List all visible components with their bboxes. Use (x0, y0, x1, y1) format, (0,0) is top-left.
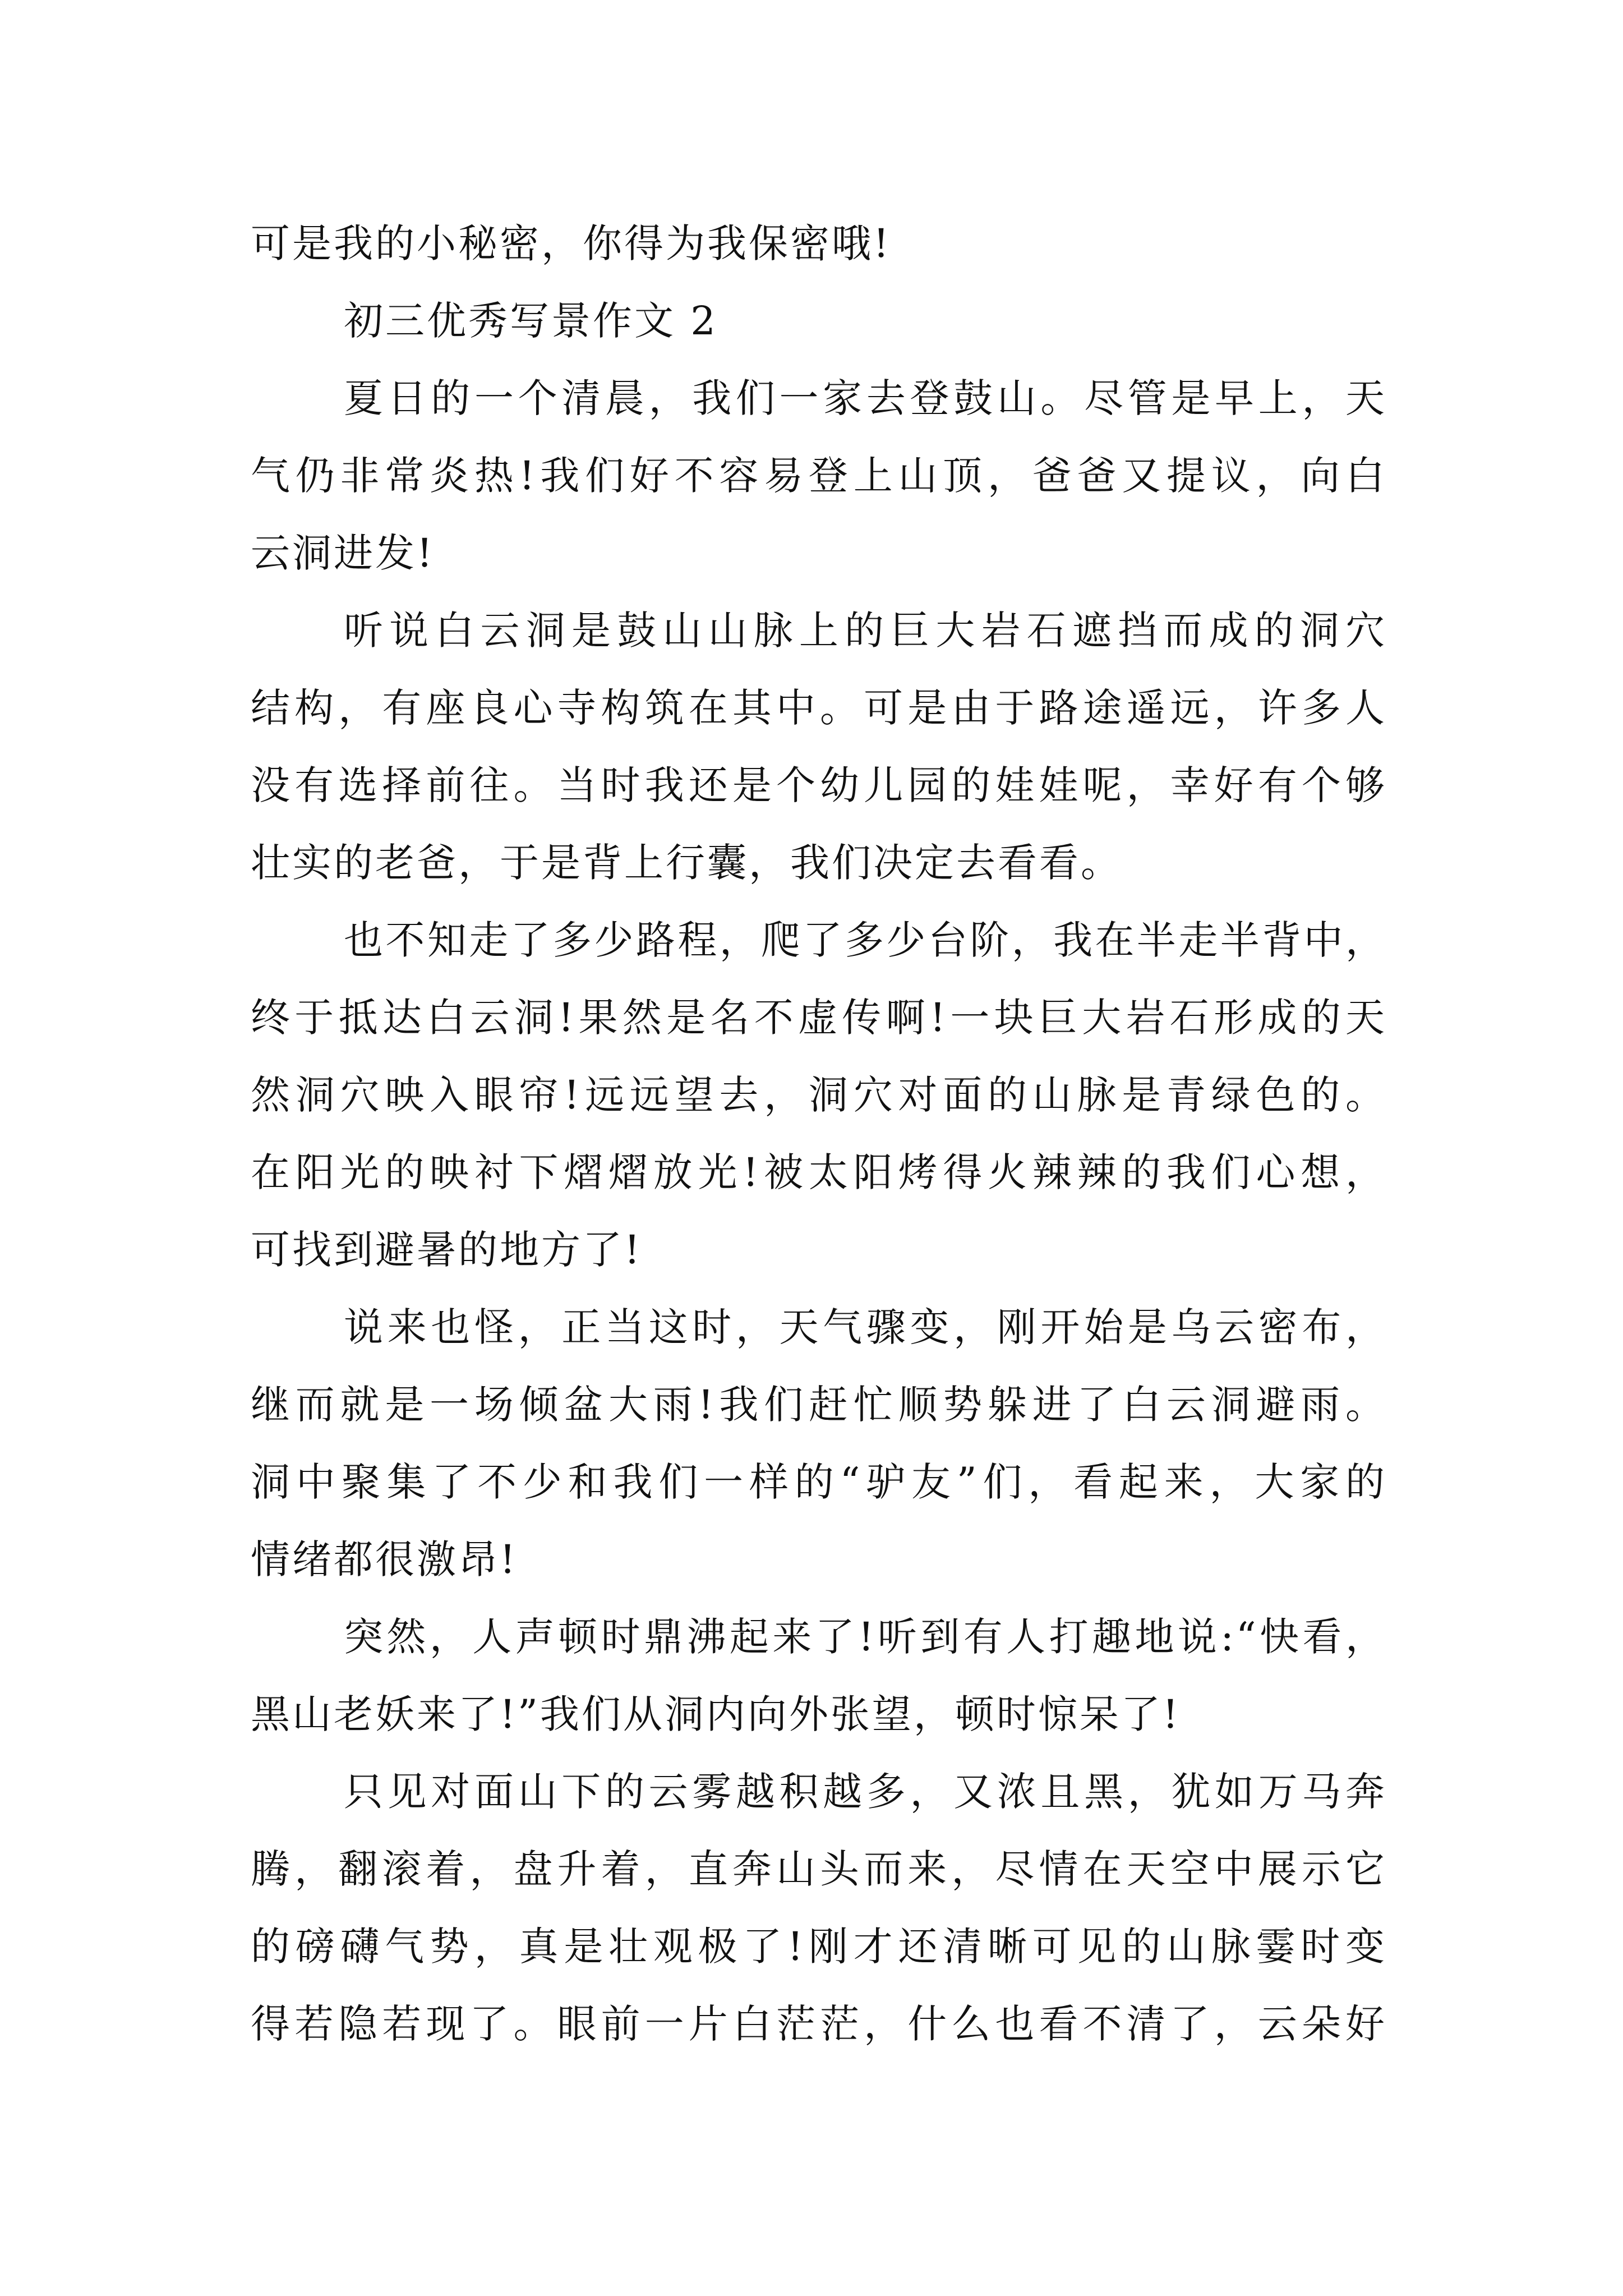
essay-title (251, 282, 1387, 360)
document-page (251, 205, 1387, 2063)
text-line: 情绪都很激昂! (251, 1536, 518, 1582)
paragraph (251, 592, 1387, 901)
paragraph (251, 1289, 1387, 1598)
text-line: 突然，人声顿时鼎沸起来了!听到有人打趣地说:“快看， (344, 1614, 1387, 1660)
text-line: 终于抵达白云洞!果然是名不虚传啊!一块巨大岩石形成的天 (251, 995, 1387, 1041)
text-line: 可找到避暑的地方了! (251, 1227, 643, 1273)
text-line: 在阳光的映衬下熠熠放光!被太阳烤得火辣辣的我们心想， (251, 1149, 1387, 1195)
text-line: 只见对面山下的云雾越积越多，又浓且黑，犹如万马奔 (344, 1769, 1387, 1815)
text-line: 听说白云洞是鼓山山脉上的巨大岩石遮挡而成的洞穴 (344, 608, 1387, 654)
text-line: 的磅礴气势，真是壮观极了!刚才还清晰可见的山脉霎时变 (251, 1924, 1387, 1970)
text-line: 洞中聚集了不少和我们一样的“驴友”们，看起来，大家的 (251, 1459, 1387, 1505)
paragraph (251, 901, 1387, 1289)
text-line: 腾，翻滚着，盘升着，直奔山头而来，尽情在天空中展示它 (251, 1846, 1387, 1892)
text-line: 继而就是一场倾盆大雨!我们赶忙顺势躲进了白云洞避雨。 (251, 1382, 1387, 1428)
essay-title-text: 初三优秀写景作文 2 (344, 298, 718, 344)
text-line: 然洞穴映入眼帘!远远望去，洞穴对面的山脉是青绿色的。 (251, 1072, 1387, 1118)
text-line: 说来也怪，正当这时，天气骤变，刚开始是乌云密布， (344, 1304, 1387, 1350)
paragraph (251, 360, 1387, 592)
text-line: 黑山老妖来了!”我们从洞内向外张望，顿时惊呆了! (251, 1691, 1181, 1737)
text-line: 夏日的一个清晨，我们一家去登鼓山。尽管是早上，天 (344, 375, 1387, 421)
paragraph (251, 205, 1387, 282)
text-line: 壮实的老爸，于是背上行囊，我们决定去看看。 (251, 840, 1122, 886)
text-line: 云洞进发! (251, 530, 435, 576)
text-line: 可是我的小秘密，你得为我保密哦! (251, 220, 892, 266)
text-line: 气仍非常炎热!我们好不容易登上山顶，爸爸又提议，向白 (251, 453, 1387, 499)
paragraph (251, 1598, 1387, 1753)
text-line: 没有选择前往。当时我还是个幼儿园的娃娃呢，幸好有个够 (251, 762, 1387, 808)
text-line: 结构，有座良心寺构筑在其中。可是由于路途遥远，许多人 (251, 685, 1387, 731)
text-line: 也不知走了多少路程，爬了多少台阶，我在半走半背中， (344, 917, 1387, 963)
text-line: 得若隐若现了。眼前一片白茫茫，什么也看不清了，云朵好 (251, 2001, 1387, 2047)
paragraph (251, 1753, 1387, 2063)
